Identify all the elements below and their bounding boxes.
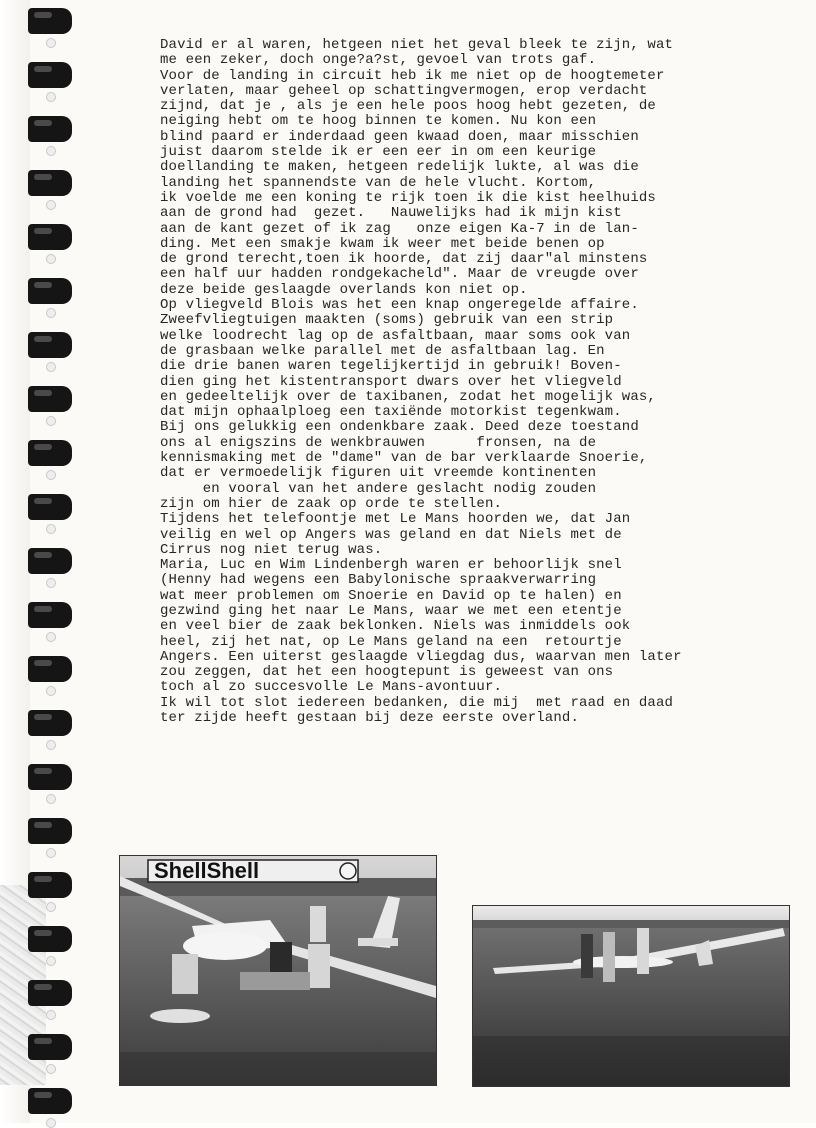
- text-line: juist daarom stelde ik er een eer in om een keurige: [160, 144, 597, 161]
- binding-ring: [28, 224, 72, 250]
- binding-ring: [28, 278, 72, 304]
- text-line: dat mijn ophaalploeg een taxiënde motorkist tegenkwam.: [160, 404, 622, 421]
- glider-photo-right-image: [473, 906, 789, 1086]
- binding-ring: [28, 602, 72, 628]
- text-line: ter zijde heeft gestaan bij deze eerste overland.: [160, 710, 580, 727]
- text-line: ons al enigszins de wenkbrauwen fronsen, na de: [160, 434, 597, 451]
- text-line: en veel bier de zaak beklonken. Niels was inmiddels ook: [160, 618, 631, 635]
- text-line: dien ging het kistentransport dwars over het vliegveld: [160, 373, 622, 390]
- text-line: kennismaking met de "dame" van de bar verklaarde Snoerie,: [160, 450, 648, 467]
- text-line: veilig en wel op Angers was geland en dat Niels met de: [160, 526, 622, 543]
- text-line: Bij ons gelukkig een ondenkbare zaak. Deed deze toestand: [160, 419, 639, 436]
- text-line: wat meer problemen om Snoerie en David op te halen) en: [160, 587, 622, 604]
- text-line: zou zeggen, dat het een hoogtepunt is geweest van ons: [160, 664, 614, 681]
- binding-hole: [46, 632, 56, 642]
- text-line: aan de kant gezet of ik zag onze eigen Ka-7 in de lan-: [160, 220, 639, 237]
- text-line: heel, zij het nat, op Le Mans geland na een retourtje: [160, 633, 622, 650]
- text-line: Cirrus nog niet terug was.: [160, 541, 383, 558]
- text-line: zijnd, dat je , als je een hele poos hoog hebt gezeten, de: [160, 98, 656, 115]
- binding-ring: [28, 548, 72, 574]
- binding-ring: [28, 1088, 72, 1114]
- text-line: Voor de landing in circuit heb ik me niet op de hoogtemeter: [160, 67, 665, 84]
- binding-hole: [46, 470, 56, 480]
- binding-hole: [46, 254, 56, 264]
- binding-hole: [46, 740, 56, 750]
- binding-ring: [28, 116, 72, 142]
- text-line: welke loodrecht lag op de asfaltbaan, maar soms ook van: [160, 327, 631, 344]
- glider-photo-left-image: [120, 856, 436, 1085]
- shell-banner-text: ShellShell: [154, 858, 260, 883]
- binding-hole: [46, 686, 56, 696]
- text-line: landing het spannendste van de hele vlucht. Kortom,: [160, 174, 597, 191]
- glider-photo-left: [119, 855, 437, 1086]
- binding-hole: [46, 1010, 56, 1020]
- text-line: die drie banen waren tegelijkertijd in gebruik! Boven-: [160, 358, 622, 375]
- text-line: neiging hebt om te hoog binnen te komen. Nu kon een: [160, 113, 597, 130]
- text-line: David er al waren, hetgeen niet het geval bleek te zijn, wat: [160, 37, 674, 53]
- binding-hole: [46, 362, 56, 372]
- text-line: blind paard er inderdaad geen kwaad doen, maar misschien: [160, 128, 639, 145]
- binding-ring: [28, 710, 72, 736]
- text-line: aan de grond had gezet. Nauwelijks had ik mijn kist: [160, 205, 622, 222]
- binding-ring: [28, 1034, 72, 1060]
- binding-hole: [46, 578, 56, 588]
- binding-hole: [46, 956, 56, 966]
- binding-ring: [28, 8, 72, 34]
- text-line: de grond terecht,toen ik hoorde, dat zij daar"al minstens: [160, 251, 648, 268]
- text-line: de grasbaan welke parallel met de asfaltbaan lag. En: [160, 342, 605, 359]
- text-line: doellanding te maken, hetgeen redelijk lukte, al was die: [160, 159, 639, 176]
- text-line: Zweefvliegtuigen maakten (soms) gebruik van een strip: [160, 312, 614, 329]
- binding-hole: [46, 146, 56, 156]
- text-line: (Henny had wegens een Babylonische spraakverwarring: [160, 572, 597, 589]
- binding-ring: [28, 62, 72, 88]
- text-line: Maria, Luc en Wim Lindenbergh waren er behoorlijk snel: [160, 557, 622, 574]
- text-line: toch al zo succesvolle Le Mans-avontuur.: [160, 679, 503, 696]
- typewritten-text: [160, 38, 760, 726]
- binding-ring: [28, 764, 72, 790]
- binding-ring: [28, 926, 72, 952]
- binding-hole: [46, 92, 56, 102]
- binding-hole: [46, 1118, 56, 1128]
- binding-ring: [28, 872, 72, 898]
- binding-hole: [46, 902, 56, 912]
- binding-ring: [28, 386, 72, 412]
- text-line: gezwind ging het naar Le Mans, waar we met een etentje: [160, 602, 622, 619]
- text-line: deze beide geslaagde overlands kon niet op.: [160, 281, 528, 298]
- binding-hole: [46, 794, 56, 804]
- binding-hole: [46, 416, 56, 426]
- binding-hole: [46, 1064, 56, 1074]
- text-line: Tijdens het telefoontje met Le Mans hoorden we, dat Jan: [160, 511, 631, 528]
- binding-hole: [46, 200, 56, 210]
- binding-hole: [46, 308, 56, 318]
- text-line: Ik wil tot slot iedereen bedanken, die mij met raad en daad: [160, 694, 674, 711]
- binding-hole: [46, 848, 56, 858]
- binding-ring: [28, 980, 72, 1006]
- binding-ring: [28, 332, 72, 358]
- text-line: en gedeeltelijk over de taxibanen, zodat het mogelijk was,: [160, 388, 656, 405]
- binding-ring: [28, 440, 72, 466]
- text-line: ik voelde me een koning te rijk toen ik die kist heelhuids: [160, 189, 656, 206]
- spiral-binding: [28, 0, 78, 1123]
- text-line: zijn om hier de zaak op orde te stellen.: [160, 495, 503, 512]
- text-line: Angers. Een uiterst geslaagde vliegdag dus, waarvan men later: [160, 648, 682, 665]
- text-line: me een zeker, doch onge?a?st, gevoel van trots gaf.: [160, 52, 597, 69]
- binding-hole: [46, 38, 56, 48]
- binding-ring: [28, 818, 72, 844]
- text-line: ding. Met een smakje kwam ik weer met beide benen op: [160, 235, 605, 252]
- text-line: Op vliegveld Blois was het een knap ongeregelde affaire.: [160, 297, 639, 314]
- glider-photo-right: [472, 905, 790, 1087]
- text-line: een half uur hadden rondgekacheld". Maar de vreugde over: [160, 266, 639, 283]
- text-line: verlaten, maar geheel op schattingvermogen, erop verdacht: [160, 82, 648, 99]
- binding-hole: [46, 524, 56, 534]
- text-line: en vooral van het andere geslacht nodig zouden: [160, 480, 597, 497]
- text-line: dat er vermoedelijk figuren uit vreemde kontinenten: [160, 465, 597, 482]
- binding-ring: [28, 494, 72, 520]
- binding-ring: [28, 170, 72, 196]
- binding-ring: [28, 656, 72, 682]
